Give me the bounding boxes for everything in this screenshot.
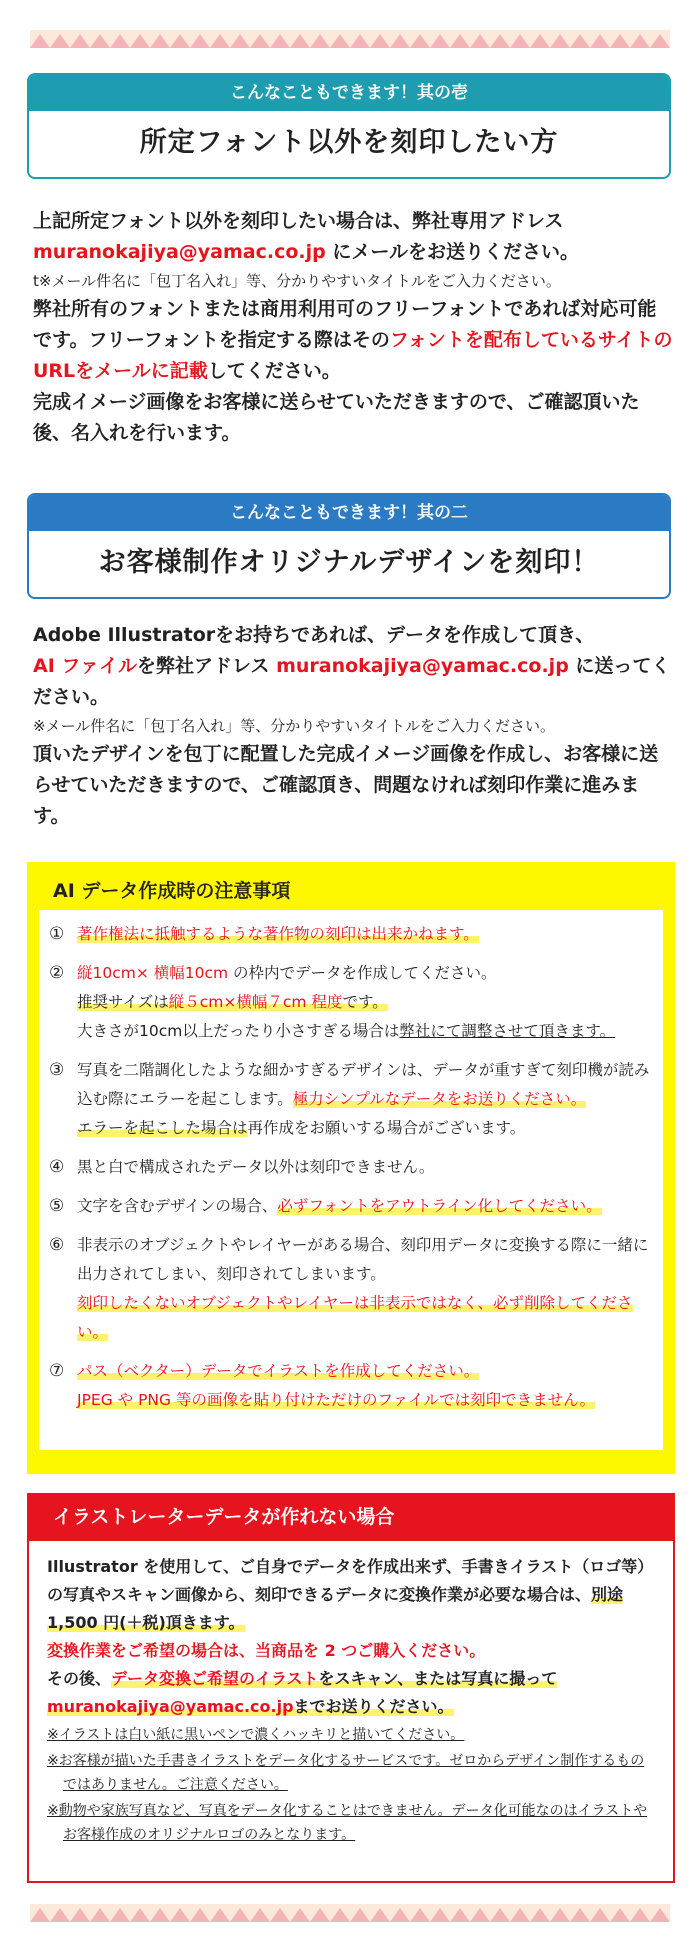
section1-p1-text: 上記所定フォント以外を刻印したい場合は、弊社専用アドレス — [33, 210, 564, 232]
cautions-list — [39, 910, 663, 1450]
section1-title: 所定フォント以外を刻印したい方 — [139, 127, 559, 158]
caution-number: ⑦ — [49, 1361, 65, 1381]
section2-p1-tail: に送ってください。 — [33, 655, 671, 708]
illustrator-box — [27, 1493, 675, 1883]
caution-number: ⑤ — [49, 1196, 65, 1216]
section2-ai-file: AI ファイル — [33, 655, 138, 677]
section2-p2: 頂いたデザインを包丁に配置した完成イメージ画像を作成し、お客様に送らせていただきますので、ご確認頂き、問題なければ刻印作業に進みます。 — [33, 743, 659, 827]
section1-p2-text: 弊社所有のフォントまたは商用利用可のフリーフォントであれば対応可能です。フリーフォントを指定する際はその — [33, 298, 657, 351]
caution-item-5 — [49, 1192, 653, 1221]
section1-p1-tail: にメールをお送りください。 — [325, 241, 579, 263]
section1-label: こんなこともできます！其の壱 — [29, 75, 669, 111]
section1-note: t※メール件名に「包丁名入れ」等、分かりやすいタイトルをご入力ください。 — [33, 272, 561, 290]
caution-red: 必ずフォントをアウトライン化してください。 — [277, 1197, 602, 1215]
caution-number: ④ — [49, 1157, 65, 1177]
caution-text: 非表示のオブジェクトやレイヤーがある場合、刻印用データに変換する際に一緒に出力されてしまい、刻印されてしまいます。 — [77, 1236, 649, 1283]
caution-text: 大きさが10cm以上だったり小さすぎる場合は — [77, 1022, 400, 1040]
caution-number: ③ — [49, 1060, 65, 1080]
section2-note: ※メール件名に「包丁名入れ」等、分かりやすいタイトルをご入力ください。 — [33, 717, 555, 735]
section2-body — [33, 620, 673, 832]
caution-text: 著作権法に抵触するような著作物の刻印は出来かねます。 — [77, 925, 479, 943]
top-zigzag-border — [30, 30, 670, 48]
caution-text: 弊社にて調整させて頂きます。 — [399, 1022, 616, 1040]
caution-text: 再作成をお願いする場合がございます。 — [247, 1119, 526, 1137]
illustrator-p3-tail: までお送りください。 — [293, 1697, 454, 1716]
bottom-zigzag-border — [30, 1904, 670, 1922]
cautions-box — [27, 862, 675, 1474]
caution-text: エラーを起こした場合は — [77, 1119, 248, 1137]
caution-text: 文字を含むデザインの場合、 — [77, 1197, 278, 1215]
section2-p1-text: Adobe Illustratorをお持ちであれば、データを作成して頂き、 — [33, 624, 595, 646]
illustrator-p1: Illustrator を使用して、ご自身でデータを作成出来ず、手書きイラスト（ロゴ等）の写真やスキャン画像から、刻印できるデータに変換作業が必要な場合は、 — [47, 1557, 654, 1604]
caution-red: 縦５cm×横幅７cm 程度 — [168, 993, 343, 1011]
caution-item-3 — [49, 1056, 653, 1143]
caution-red: 縦10cm× 横幅10cm — [77, 964, 229, 982]
caution-red: JPEG や PNG 等の画像を貼り付けただけのファイルでは刻印できません。 — [77, 1391, 596, 1409]
section2-box — [27, 493, 671, 599]
illustrator-email[interactable]: muranokajiya@yamac.co.jp — [47, 1697, 294, 1716]
caution-number: ⑥ — [49, 1235, 65, 1255]
caution-item-1 — [49, 920, 653, 949]
section1-body — [33, 206, 673, 449]
caution-text: です。 — [342, 993, 388, 1011]
caution-red: 極力シンプルなデータをお送りください。 — [292, 1090, 587, 1108]
caution-item-6 — [49, 1231, 653, 1347]
section1-p2-red: フォントを配布しているサイトのURLをメールに記載 — [33, 329, 673, 382]
caution-red: パス（ベクター）データでイラストを作成してください。 — [77, 1362, 480, 1380]
caution-text: 写真を二階調化したような細かすぎるデザインは、データが重すぎて刻印機が読み込む際にエラーを起こします。 — [77, 1061, 650, 1108]
illustrator-p3-text: をスキャン、または写真に撮って — [318, 1669, 558, 1688]
illustrator-p3-red: データ変換ご希望のイラスト — [111, 1669, 319, 1688]
section1-p3: 完成イメージ画像をお客様に送らせていただきますので、ご確認頂いた後、名入れを行います。 — [33, 391, 640, 444]
illustrator-p2: 変換作業をご希望の場合は、当商品を 2 つご購入ください。 — [47, 1641, 486, 1660]
caution-number: ① — [49, 924, 65, 944]
illustrator-note-1: ※イラストは白い紙に黒いペンで濃くハッキリと描いてください。 — [47, 1727, 465, 1743]
caution-item-2 — [49, 959, 653, 1046]
section2-email[interactable]: muranokajiya@yamac.co.jp — [276, 655, 569, 677]
caution-item-4 — [49, 1153, 653, 1182]
caution-item-7 — [49, 1357, 653, 1415]
caution-text: 黒と白で構成されたデータ以外は刻印できません。 — [77, 1158, 435, 1176]
illustrator-note-2: ※お客様が描いた手書きイラストをデータ化するサービスです。ゼロからデザイン制作するものではありません。ご注意ください。 — [47, 1753, 645, 1793]
illustrator-note-3: ※動物や家族写真など、写真をデータ化することはできません。データ化可能なのはイラストやお客様作成のオリジナルロゴのみとなります。 — [47, 1803, 648, 1843]
illustrator-price: 別途 1,500 円(＋税)頂きます。 — [47, 1585, 624, 1632]
illustrator-title: イラストレーターデータが作れない場合 — [29, 1495, 673, 1541]
section2-title: お客様制作オリジナルデザインを刻印！ — [98, 547, 600, 578]
section2-p1-mid: を弊社アドレス — [137, 655, 277, 677]
caution-red: 刻印したくないオブジェクトやレイヤーは非表示ではなく、必ず削除してください。 — [77, 1294, 633, 1341]
cautions-title: AI データ作成時の注意事項 — [53, 880, 291, 902]
section1-email[interactable]: muranokajiya@yamac.co.jp — [33, 241, 326, 263]
caution-text: の枠内でデータを作成してください。 — [228, 964, 497, 982]
caution-number: ② — [49, 963, 65, 983]
caution-text: 推奨サイズは — [77, 993, 169, 1011]
illustrator-p3: その後、 — [47, 1669, 112, 1688]
section1-p2-tail: してください。 — [207, 360, 341, 382]
section1-box — [27, 73, 671, 179]
section2-label: こんなこともできます！其の二 — [29, 495, 669, 531]
